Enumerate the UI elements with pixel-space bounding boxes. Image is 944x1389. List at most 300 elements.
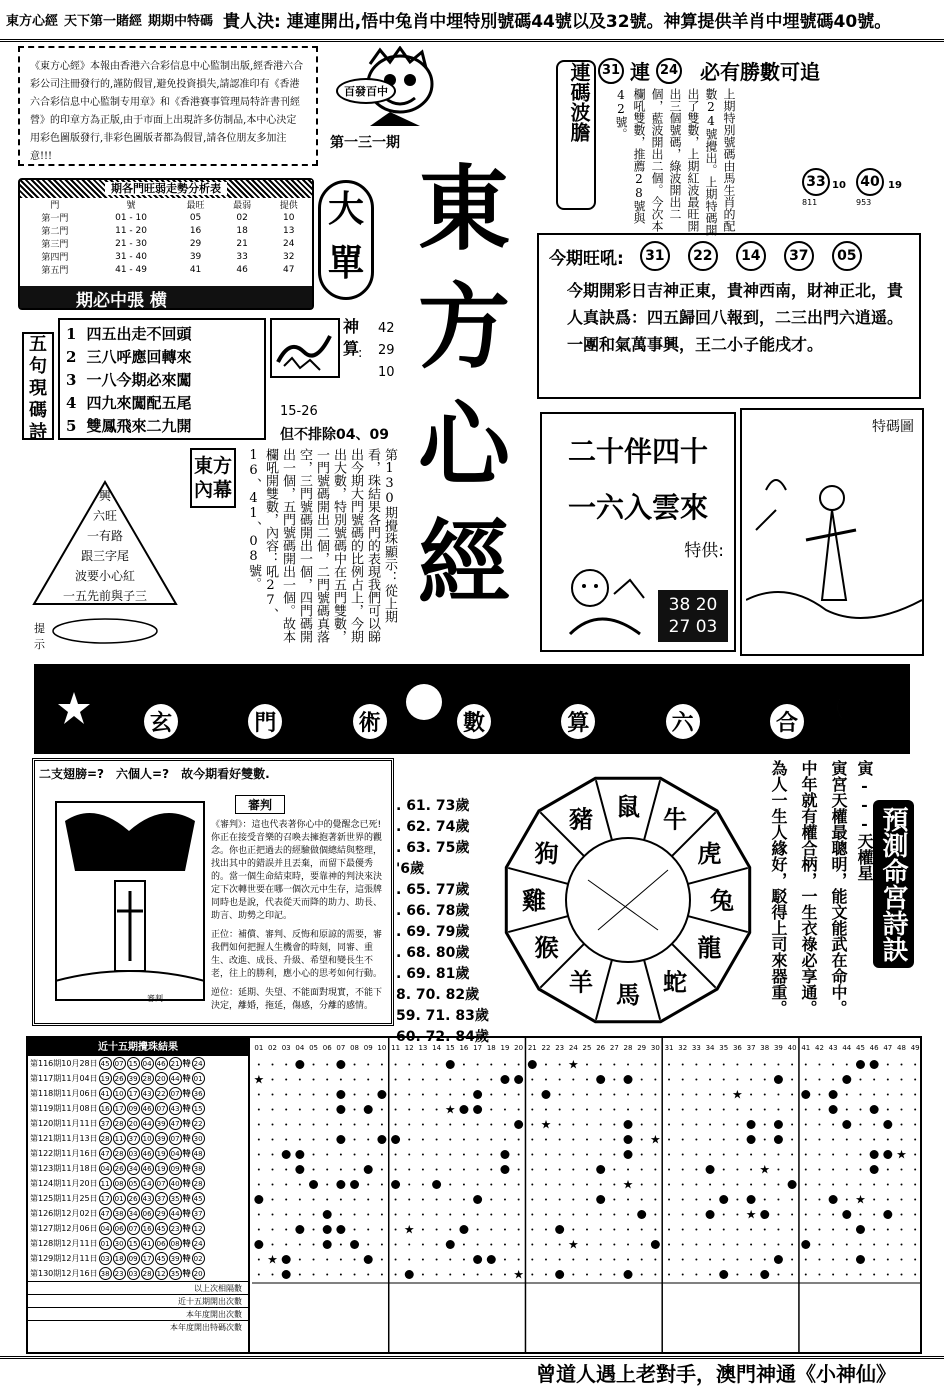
grid-dot bbox=[723, 1184, 725, 1186]
page-header bbox=[0, 0, 944, 42]
drawn-number-mark bbox=[500, 1075, 509, 1084]
drawn-number-mark bbox=[405, 1270, 414, 1279]
pyramid-line: 一五先前與子三 bbox=[62, 589, 147, 603]
grid-dot bbox=[436, 1079, 438, 1081]
draw-number: 22 bbox=[155, 1087, 168, 1100]
ball-sub: 953 bbox=[856, 198, 872, 207]
grid-dot bbox=[846, 1154, 848, 1156]
drawn-number-mark bbox=[637, 1210, 646, 1219]
grid-dot bbox=[285, 1229, 287, 1231]
special-star-mark: ★ bbox=[267, 1252, 278, 1267]
grid-dot bbox=[490, 1079, 492, 1081]
special-code-label: 特碼圖 bbox=[872, 419, 914, 435]
drawn-number-mark bbox=[829, 1195, 838, 1204]
dragon-image bbox=[270, 318, 340, 378]
grid-dot bbox=[518, 1064, 520, 1066]
grid-dot bbox=[723, 1109, 725, 1111]
grid-dot bbox=[668, 1064, 670, 1066]
grid-dot bbox=[572, 1094, 574, 1096]
grid-dot bbox=[313, 1199, 315, 1201]
grid-dot bbox=[340, 1259, 342, 1261]
grid-dot bbox=[832, 1079, 834, 1081]
grid-dot bbox=[559, 1139, 561, 1141]
grid-dot bbox=[408, 1214, 410, 1216]
grid-dot bbox=[381, 1259, 383, 1261]
grid-dot bbox=[354, 1274, 356, 1276]
grid-dot bbox=[518, 1244, 520, 1246]
drawn-number-mark bbox=[336, 1135, 345, 1144]
grid-dot bbox=[859, 1109, 861, 1111]
draw-number: 03 bbox=[127, 1147, 140, 1160]
grid-dot bbox=[736, 1274, 738, 1276]
grid-dot bbox=[354, 1094, 356, 1096]
grid-dot bbox=[422, 1274, 424, 1276]
drawn-number-mark bbox=[336, 1060, 345, 1069]
grid-dot bbox=[791, 1169, 793, 1171]
special-number: 12 bbox=[192, 1222, 205, 1235]
poem-line-number: 2 bbox=[66, 347, 77, 366]
zodiac-sign: 虎 bbox=[697, 840, 722, 868]
drawn-number-mark bbox=[719, 1195, 728, 1204]
drawn-number-mark bbox=[747, 1135, 756, 1144]
grid-dot bbox=[381, 1199, 383, 1201]
draw-number: 28 bbox=[99, 1132, 112, 1145]
grid-dot bbox=[299, 1244, 301, 1246]
table-row bbox=[20, 224, 312, 237]
grid-dot bbox=[805, 1259, 807, 1261]
grid-dot bbox=[818, 1274, 820, 1276]
grid-dot bbox=[272, 1169, 274, 1171]
poem-title: 五句現碼詩 bbox=[22, 332, 54, 440]
insider-column bbox=[190, 448, 398, 648]
draw-number: 10 bbox=[141, 1132, 154, 1145]
drawn-number-mark bbox=[500, 1150, 509, 1159]
grid-dot bbox=[504, 1184, 506, 1186]
grid-dot bbox=[422, 1259, 424, 1261]
grid-dot bbox=[340, 1124, 342, 1126]
draw-number: 14 bbox=[141, 1177, 154, 1190]
special-number: 30 bbox=[192, 1132, 205, 1145]
grid-dot bbox=[449, 1124, 451, 1126]
grid-dot bbox=[654, 1169, 656, 1171]
grid-dot bbox=[490, 1214, 492, 1216]
grid-dot bbox=[436, 1094, 438, 1096]
draw-number: 39 bbox=[155, 1132, 168, 1145]
draw-number: 45 bbox=[155, 1222, 168, 1235]
drawn-number-mark bbox=[842, 1075, 851, 1084]
grid-dot bbox=[641, 1169, 643, 1171]
draw-number: 44 bbox=[141, 1117, 154, 1130]
draw-number: 39 bbox=[127, 1072, 140, 1085]
grid-dot bbox=[354, 1214, 356, 1216]
lottery-title: 近十五期攪珠結果 bbox=[28, 1038, 248, 1056]
grid-dot bbox=[381, 1184, 383, 1186]
draw-number: 07 bbox=[169, 1132, 182, 1145]
special-label: 特 bbox=[182, 1104, 191, 1113]
grid-dot bbox=[531, 1184, 533, 1186]
special-number: 01 bbox=[192, 1072, 205, 1085]
draw-number: 37 bbox=[155, 1192, 168, 1205]
poem-line-text: 三八呼應回轉來 bbox=[86, 348, 192, 366]
grid-dot bbox=[627, 1244, 629, 1246]
grid-col-label: 30 bbox=[650, 1044, 660, 1052]
grid-dot bbox=[477, 1214, 479, 1216]
lottery-results-table bbox=[26, 1036, 922, 1354]
grid-dot bbox=[449, 1079, 451, 1081]
grid-dot bbox=[272, 1094, 274, 1096]
grid-dot bbox=[777, 1229, 779, 1231]
grid-dot bbox=[354, 1199, 356, 1201]
grid-col-label: 21 bbox=[527, 1044, 537, 1052]
draw-number: 39 bbox=[155, 1117, 168, 1130]
grid-dot bbox=[545, 1244, 547, 1246]
headline-right bbox=[598, 56, 820, 85]
special-label: 特 bbox=[182, 1239, 191, 1248]
grid-dot bbox=[914, 1154, 916, 1156]
poem-line bbox=[66, 345, 258, 368]
grid-dot bbox=[764, 1094, 766, 1096]
grid-dot bbox=[572, 1154, 574, 1156]
grid-dot bbox=[791, 1154, 793, 1156]
hot-header: 最旺 bbox=[186, 201, 205, 211]
grid-dot bbox=[258, 1064, 260, 1066]
special-star-mark: ★ bbox=[540, 1117, 552, 1132]
grid-dot bbox=[381, 1109, 383, 1111]
grid-dot bbox=[381, 1214, 383, 1216]
grid-dot bbox=[668, 1184, 670, 1186]
grid-dot bbox=[545, 1109, 547, 1111]
special-star-mark: ★ bbox=[403, 1222, 415, 1237]
pyramid-line: 波要小心紅 bbox=[74, 569, 135, 583]
draw-number: 17 bbox=[99, 1192, 112, 1205]
grid-dot bbox=[572, 1109, 574, 1111]
grid-dot bbox=[313, 1079, 315, 1081]
drawn-number-mark bbox=[295, 1225, 304, 1234]
grid-dot bbox=[600, 1094, 602, 1096]
draw-number: 09 bbox=[127, 1252, 140, 1265]
cell: 21 - 30 bbox=[115, 238, 147, 249]
header-main: 貴人決: 連連開出,悟中兔肖中埋特別號碼44號以及32號。神算提供羊肖中埋號碼40號。 bbox=[223, 12, 892, 32]
grid-dot bbox=[586, 1139, 588, 1141]
grid-dot bbox=[395, 1079, 397, 1081]
grid-dot bbox=[682, 1139, 684, 1141]
grid-dot bbox=[436, 1274, 438, 1276]
grid-dot bbox=[832, 1229, 834, 1231]
grid-dot bbox=[449, 1274, 451, 1276]
grid-dot bbox=[750, 1274, 752, 1276]
grid-dot bbox=[572, 1184, 574, 1186]
grid-dot bbox=[258, 1259, 260, 1261]
grid-dot bbox=[791, 1079, 793, 1081]
drawn-number-mark bbox=[364, 1165, 373, 1174]
grid-dot bbox=[641, 1064, 643, 1066]
grid-dot bbox=[504, 1229, 506, 1231]
hot-header: 提供 bbox=[279, 201, 298, 211]
age-row: '6歲 bbox=[396, 861, 425, 877]
grid-dot bbox=[777, 1094, 779, 1096]
poem-line bbox=[66, 391, 258, 414]
banner-char: 算 bbox=[561, 704, 595, 739]
special-label: 特 bbox=[182, 1224, 191, 1233]
cell: 05 bbox=[189, 212, 202, 223]
zodiac-sign: 狗 bbox=[534, 840, 559, 868]
draw-number: 19 bbox=[155, 1162, 168, 1175]
grid-dot bbox=[531, 1094, 533, 1096]
stamp-label: 百發百中 bbox=[336, 78, 396, 104]
destiny-poem-line: 中年就有權合柄，一生衣祿必享通。 bbox=[799, 760, 818, 1016]
grid-dot bbox=[586, 1259, 588, 1261]
grid-dot bbox=[791, 1139, 793, 1141]
grid-dot bbox=[463, 1139, 465, 1141]
grid-dot bbox=[654, 1274, 656, 1276]
grid-dot bbox=[463, 1124, 465, 1126]
grid-dot bbox=[313, 1109, 315, 1111]
grid-dot bbox=[777, 1199, 779, 1201]
grid-dot bbox=[285, 1199, 287, 1201]
grid-dot bbox=[299, 1094, 301, 1096]
hot-header: 最弱 bbox=[233, 201, 252, 211]
grid-dot bbox=[641, 1094, 643, 1096]
grid-dot bbox=[900, 1169, 902, 1171]
special-number: 22 bbox=[192, 1117, 205, 1130]
grid-dot bbox=[791, 1214, 793, 1216]
grid-dot bbox=[408, 1094, 410, 1096]
special-star-mark: ★ bbox=[649, 1132, 661, 1147]
grid-dot bbox=[572, 1199, 574, 1201]
grid-dot bbox=[572, 1229, 574, 1231]
grid-dot bbox=[559, 1094, 561, 1096]
draw-period: 第124期11月20日 bbox=[30, 1179, 98, 1188]
poem-line bbox=[66, 322, 258, 345]
draw-number: 20 bbox=[127, 1117, 140, 1130]
grid-dot bbox=[682, 1274, 684, 1276]
grid-dot bbox=[709, 1109, 711, 1111]
grid-dot bbox=[600, 1064, 602, 1066]
grid-dot bbox=[340, 1199, 342, 1201]
grid-dot bbox=[600, 1184, 602, 1186]
grid-dot bbox=[695, 1139, 697, 1141]
drawn-number-mark bbox=[500, 1165, 509, 1174]
cell: 41 - 49 bbox=[115, 264, 147, 275]
grid-dot bbox=[531, 1124, 533, 1126]
table-row bbox=[28, 1221, 248, 1236]
grid-dot bbox=[832, 1244, 834, 1246]
grid-dot bbox=[764, 1109, 766, 1111]
grid-col-label: 38 bbox=[760, 1044, 770, 1052]
grid-dot bbox=[477, 1064, 479, 1066]
grid-dot bbox=[887, 1244, 889, 1246]
poem-line-number: 3 bbox=[66, 370, 77, 389]
drawn-number-mark bbox=[309, 1180, 318, 1189]
conclusion: 故今期看好雙數. bbox=[181, 767, 270, 781]
cell: 39 bbox=[189, 251, 202, 262]
grid-dot bbox=[805, 1229, 807, 1231]
grid-dot bbox=[791, 1124, 793, 1126]
drawn-number-mark bbox=[596, 1165, 605, 1174]
special-star-mark: ★ bbox=[622, 1177, 634, 1192]
special-label: 特 bbox=[182, 1254, 191, 1263]
special-label: 特 bbox=[182, 1164, 191, 1173]
grid-col-label: 27 bbox=[609, 1044, 619, 1052]
grid-dot bbox=[846, 1184, 848, 1186]
grid-dot bbox=[326, 1124, 328, 1126]
grid-dot bbox=[408, 1259, 410, 1261]
banner-char: 六 bbox=[666, 704, 700, 739]
drawn-number-mark bbox=[774, 1135, 783, 1144]
grid-dot bbox=[791, 1094, 793, 1096]
grid-dot bbox=[367, 1139, 369, 1141]
grid-dot bbox=[709, 1274, 711, 1276]
grid-dot bbox=[340, 1079, 342, 1081]
grid-dot bbox=[695, 1079, 697, 1081]
grid-dot bbox=[299, 1124, 301, 1126]
grid-dot bbox=[422, 1079, 424, 1081]
grid-dot bbox=[709, 1154, 711, 1156]
grid-dot bbox=[272, 1109, 274, 1111]
grid-dot bbox=[695, 1154, 697, 1156]
age-row: . 62. 74歲 bbox=[396, 819, 470, 835]
draw-number: 04 bbox=[141, 1057, 154, 1070]
draw-number: 18 bbox=[113, 1252, 126, 1265]
grid-dot bbox=[613, 1259, 615, 1261]
grid-dot bbox=[764, 1244, 766, 1246]
grid-col-label: 41 bbox=[801, 1044, 811, 1052]
judgement-title: 審判 bbox=[235, 795, 285, 814]
grid-dot bbox=[408, 1184, 410, 1186]
grid-dot bbox=[914, 1169, 916, 1171]
grid-dot bbox=[846, 1259, 848, 1261]
draw-number: 12 bbox=[155, 1267, 168, 1280]
special-numbers bbox=[658, 590, 728, 642]
grid-dot bbox=[381, 1274, 383, 1276]
grid-dot bbox=[258, 1214, 260, 1216]
draw-number: 46 bbox=[141, 1102, 154, 1115]
headline-text: 必有勝數可追 bbox=[700, 60, 820, 84]
shensuan-number: 42 bbox=[378, 321, 395, 336]
draw-period: 第125期11月25日 bbox=[30, 1194, 98, 1203]
zodiac-sign: 兔 bbox=[710, 887, 734, 915]
grid-dot bbox=[600, 1244, 602, 1246]
grid-dot bbox=[490, 1124, 492, 1126]
grid-dot bbox=[764, 1154, 766, 1156]
draw-number: 47 bbox=[99, 1147, 112, 1160]
table-row bbox=[28, 1056, 248, 1071]
grid-dot bbox=[846, 1094, 848, 1096]
grid-dot bbox=[545, 1214, 547, 1216]
grid-dot bbox=[873, 1244, 875, 1246]
grid-dot bbox=[326, 1199, 328, 1201]
destiny-poem-title: 預測命宮詩訣 bbox=[873, 800, 914, 968]
drawn-number-mark bbox=[487, 1255, 496, 1264]
draw-number: 17 bbox=[127, 1087, 140, 1100]
drawn-number-mark bbox=[391, 1180, 400, 1189]
draw-number: 35 bbox=[169, 1192, 182, 1205]
grid-dot bbox=[504, 1139, 506, 1141]
grid-dot bbox=[695, 1214, 697, 1216]
grid-dot bbox=[436, 1214, 438, 1216]
grid-dot bbox=[340, 1274, 342, 1276]
cell: 21 bbox=[236, 238, 248, 249]
grid-dot bbox=[313, 1214, 315, 1216]
grid-col-label: 20 bbox=[514, 1044, 524, 1052]
drawn-number-mark bbox=[336, 1180, 345, 1189]
grid-dot bbox=[572, 1274, 574, 1276]
drawn-number-mark bbox=[842, 1120, 851, 1129]
grid-dot bbox=[654, 1064, 656, 1066]
grid-dot bbox=[846, 1169, 848, 1171]
header-tag-1: 天下第一賭經 bbox=[64, 14, 143, 29]
grid-dot bbox=[764, 1259, 766, 1261]
drawn-number-mark bbox=[870, 1105, 879, 1114]
grid-dot bbox=[285, 1139, 287, 1141]
drawn-number-mark bbox=[282, 1255, 291, 1264]
drawn-number-mark bbox=[459, 1105, 468, 1114]
draw-number: 23 bbox=[169, 1222, 182, 1235]
draw-number: 23 bbox=[113, 1267, 126, 1280]
grid-dot bbox=[422, 1169, 424, 1171]
draw-number: 01 bbox=[99, 1237, 112, 1250]
grid-dot bbox=[668, 1139, 670, 1141]
grid-col-label: 01 bbox=[254, 1044, 264, 1052]
grid-dot bbox=[627, 1214, 629, 1216]
star-moon-decoration bbox=[54, 684, 894, 744]
destiny-poem-line: 寅宮天權最聰明，能文能武在命中。 bbox=[829, 760, 848, 1016]
grid-dot bbox=[887, 1169, 889, 1171]
grid-dot bbox=[285, 1094, 287, 1096]
table-row bbox=[20, 237, 312, 250]
grid-dot bbox=[654, 1184, 656, 1186]
draw-period: 第123期11月18日 bbox=[30, 1164, 98, 1173]
draw-number: 07 bbox=[127, 1222, 140, 1235]
grid-dot bbox=[668, 1124, 670, 1126]
banner-char: 合 bbox=[770, 704, 804, 739]
grid-dot bbox=[723, 1244, 725, 1246]
drawn-number-mark bbox=[706, 1210, 715, 1219]
grid-dot bbox=[490, 1274, 492, 1276]
hot-header: 號 bbox=[126, 201, 136, 211]
grid-col-label: 23 bbox=[555, 1044, 565, 1052]
grid-dot bbox=[736, 1109, 738, 1111]
grid-dot bbox=[764, 1199, 766, 1201]
grid-dot bbox=[818, 1139, 820, 1141]
grid-dot bbox=[436, 1259, 438, 1261]
age-row: . 61. 73歲 bbox=[396, 798, 470, 814]
grid-dot bbox=[477, 1139, 479, 1141]
grid-dot bbox=[805, 1064, 807, 1066]
stat-label: 本年度開出特碼次數 bbox=[28, 1320, 248, 1333]
grid-dot bbox=[436, 1124, 438, 1126]
special-label: 特 bbox=[182, 1089, 191, 1098]
special-number: 37 bbox=[192, 1207, 205, 1220]
grid-dot bbox=[326, 1139, 328, 1141]
grid-dot bbox=[285, 1124, 287, 1126]
grid-dot bbox=[545, 1259, 547, 1261]
shensuan-note: 但不排除04、09 bbox=[280, 427, 389, 443]
drawn-number-mark bbox=[432, 1180, 441, 1189]
grid-dot bbox=[395, 1259, 397, 1261]
grid-dot bbox=[545, 1154, 547, 1156]
grid-dot bbox=[545, 1064, 547, 1066]
grid-dot bbox=[504, 1244, 506, 1246]
number-grid bbox=[252, 1038, 922, 1354]
grid-dot bbox=[641, 1109, 643, 1111]
grid-dot bbox=[395, 1064, 397, 1066]
grid-dot bbox=[422, 1064, 424, 1066]
grid-dot bbox=[559, 1199, 561, 1201]
drawn-number-mark bbox=[651, 1240, 660, 1249]
grid-dot bbox=[654, 1229, 656, 1231]
drawn-number-mark bbox=[295, 1165, 304, 1174]
